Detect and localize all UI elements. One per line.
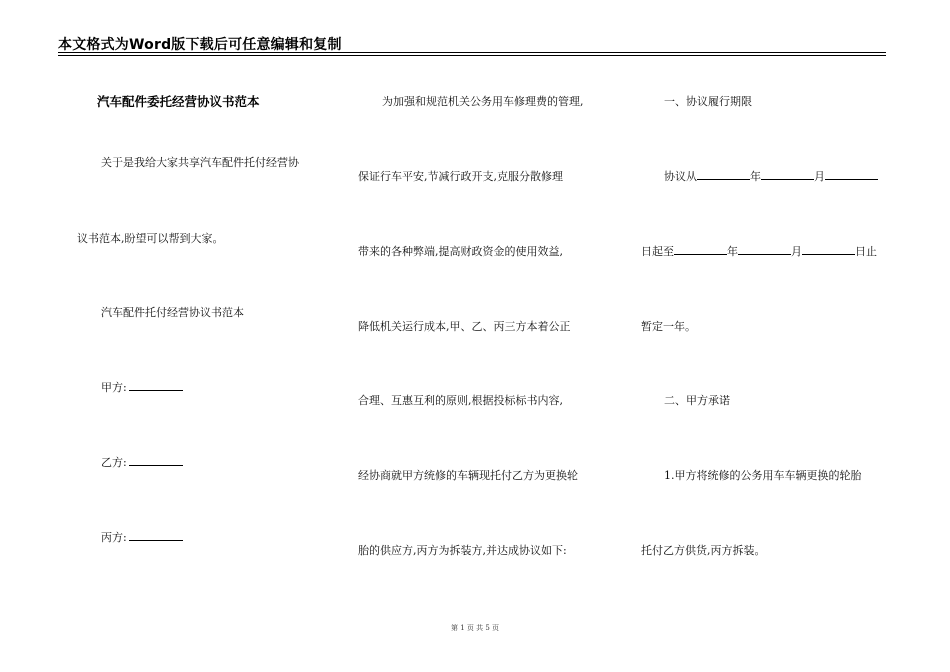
preamble-line-7: 胎的供应方,丙方为拆装方,并达成协议如下: <box>358 544 567 557</box>
term-end-line <box>641 243 877 259</box>
intro-line-1: 关于是我给大家共享汽车配件托付经营协 <box>101 156 299 169</box>
term-duration: 暂定一年。 <box>641 320 696 333</box>
party-b-blank <box>129 456 183 466</box>
term-from-label: 协议从 <box>664 170 697 183</box>
end-month-blank <box>738 245 791 255</box>
party-a-line <box>101 379 183 395</box>
section-heading-term: 一、协议履行期限 <box>664 95 752 108</box>
end-day-label: 日止 <box>855 245 877 258</box>
party-b-label: 乙方: <box>101 456 127 469</box>
end-year-label: 年 <box>727 245 738 258</box>
term-to-label: 日起至 <box>641 245 674 258</box>
intro-line-2: 议书范本,盼望可以帮到大家。 <box>77 232 224 245</box>
header-rule-thick <box>58 52 886 53</box>
preamble-line-5: 合理、互惠互利的原则,根据投标标书内容, <box>358 394 563 407</box>
start-month-label: 月 <box>814 170 825 183</box>
party-a-clause-line-1: 1.甲方将统修的公务用车车辆更换的轮胎 <box>664 469 862 482</box>
document-title: 汽车配件委托经营协议书范本 <box>97 94 260 109</box>
end-month-label: 月 <box>791 245 802 258</box>
page-footer: 第 1 页 共 5 页 <box>450 624 500 632</box>
start-year-label: 年 <box>750 170 761 183</box>
end-year-blank <box>674 245 727 255</box>
start-month-blank <box>761 170 814 180</box>
party-c-blank <box>129 531 183 541</box>
term-start-line <box>664 168 878 184</box>
party-c-line <box>101 529 183 545</box>
header-rule-thin <box>58 55 886 56</box>
preamble-line-6: 经协商就甲方统修的车辆现托付乙方为更换轮 <box>358 469 578 482</box>
party-a-blank <box>129 381 183 391</box>
party-a-clause-line-2: 托付乙方供货,丙方拆装。 <box>641 544 766 557</box>
preamble-line-1: 为加强和规范机关公务用车修理费的管理, <box>382 95 584 108</box>
preamble-line-3: 带来的各种弊端,提高财政资金的使用效益, <box>358 245 563 258</box>
preamble-line-4: 降低机关运行成本,甲、乙、丙三方本着公正 <box>358 320 571 333</box>
start-year-blank <box>697 170 750 180</box>
party-c-label: 丙方: <box>101 531 127 544</box>
start-day-blank <box>825 170 878 180</box>
preamble-line-2: 保证行车平安,节减行政开支,克服分散修理 <box>358 170 563 183</box>
party-a-label: 甲方: <box>101 381 127 394</box>
end-day-blank <box>802 245 855 255</box>
document-header: 本文格式为Word版下载后可任意编辑和复制 <box>58 37 342 53</box>
section-heading-party-a: 二、甲方承诺 <box>664 394 730 407</box>
subtitle: 汽车配件托付经营协议书范本 <box>101 306 244 319</box>
party-b-line <box>101 454 183 470</box>
